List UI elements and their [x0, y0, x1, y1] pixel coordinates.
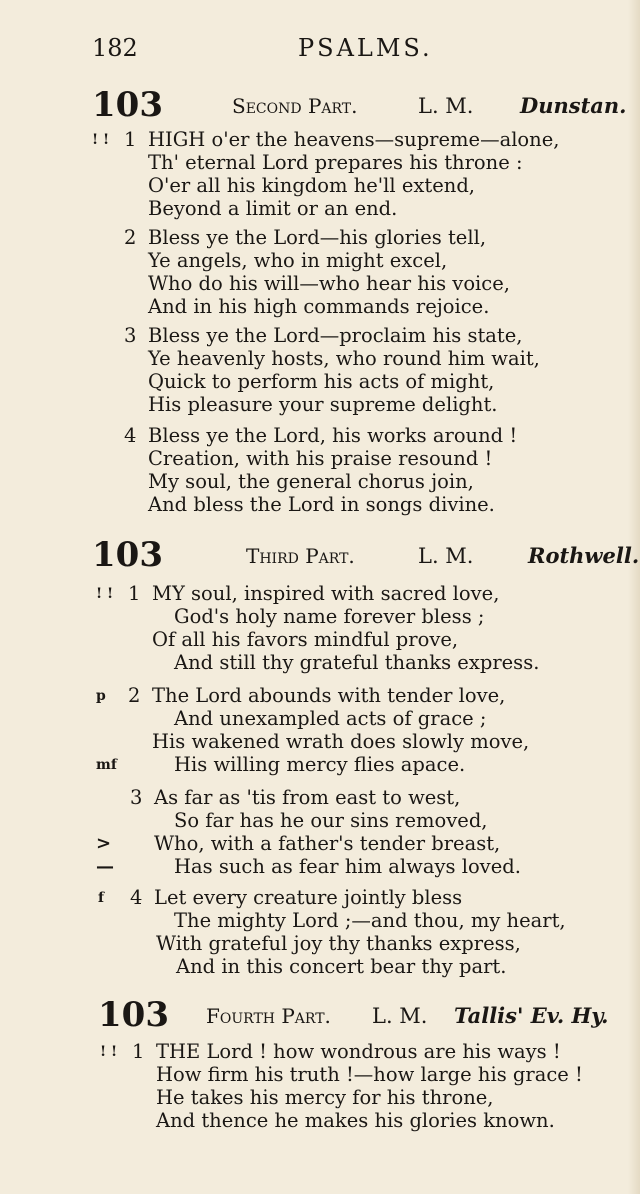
dynamic-mark: ! ! — [96, 586, 114, 602]
dynamic-mark: ! ! — [100, 1044, 118, 1060]
verse-number: 1 — [128, 582, 141, 605]
verse-line: God's holy name forever bless ; — [174, 605, 485, 628]
section-heading — [0, 994, 640, 1036]
verse-line: And in his high commands rejoice. — [148, 295, 490, 318]
verse-line: Who, with a father's tender breast, — [154, 832, 501, 855]
verse-line: How firm his truth !—how large his grace ! — [156, 1063, 583, 1086]
verse-line: My soul, the general chorus join, — [148, 470, 474, 493]
verse-number: 2 — [128, 684, 141, 707]
verse-line: He takes his mercy for his throne, — [156, 1086, 494, 1109]
verse-line: Ye angels, who in might excel, — [148, 249, 448, 272]
verse-line: Ye heavenly hosts, who round him wait, — [148, 347, 540, 370]
part-label: Second Part. — [232, 94, 358, 118]
psalm-number: 103 — [92, 85, 163, 125]
verse-number: 1 — [132, 1040, 145, 1063]
verse-number: 3 — [130, 786, 143, 809]
meter-label: L. M. — [372, 1004, 428, 1028]
section-heading — [0, 84, 640, 126]
tune-name: Rothwell. — [528, 543, 640, 568]
verse-line: Who do his will—who hear his voice, — [148, 272, 510, 295]
page-number: 182 — [92, 34, 138, 62]
verse-number: 3 — [124, 324, 137, 347]
verse-line: Beyond a limit or an end. — [148, 197, 398, 220]
verse-line: Creation, with his praise resound ! — [148, 447, 493, 470]
part-label: Third Part. — [246, 544, 355, 568]
verse-line: His wakened wrath does slowly move, — [152, 730, 530, 753]
verse-line: Th' eternal Lord prepares his throne : — [148, 151, 523, 174]
psalm-number: 103 — [92, 535, 163, 575]
running-title: PSALMS. — [298, 34, 433, 62]
verse-line: Bless ye the Lord, his works around ! — [148, 424, 518, 447]
verse-line: And bless the Lord in songs divine. — [148, 493, 495, 516]
page-header — [0, 34, 640, 68]
verse-line: The mighty Lord ;—and thou, my heart, — [174, 909, 566, 932]
verse-line: HIGH o'er the heavens—supreme—alone, — [148, 128, 560, 151]
verse-line: Bless ye the Lord—his glories tell, — [148, 226, 487, 249]
dynamic-mark: mf — [96, 757, 117, 773]
verse-line: His willing mercy flies apace. — [174, 753, 466, 776]
verse-line: And thence he makes his glories known. — [156, 1109, 555, 1132]
part-label: Fourth Part. — [206, 1004, 331, 1028]
verse-line: The Lord abounds with tender love, — [152, 684, 506, 707]
verse-line: With grateful joy thy thanks express, — [156, 932, 521, 955]
verse-line: His pleasure your supreme delight. — [148, 393, 498, 416]
verse-number: 1 — [124, 128, 137, 151]
rest-mark: — — [96, 856, 114, 877]
accent-mark: > — [96, 833, 112, 854]
dynamic-mark: f — [98, 890, 105, 906]
verse-number: 4 — [130, 886, 143, 909]
section-heading — [0, 534, 640, 576]
verse-line: Of all his favors mindful prove, — [152, 628, 459, 651]
verse-line: So far has he our sins removed, — [174, 809, 488, 832]
verse-number: 2 — [124, 226, 137, 249]
verse-line: MY soul, inspired with sacred love, — [152, 582, 500, 605]
verse-number: 4 — [124, 424, 137, 447]
dynamic-mark: ! ! — [92, 132, 110, 148]
tune-name: Tallis' Ev. Hy. — [454, 1003, 609, 1028]
verse-line: And still thy grateful thanks express. — [174, 651, 540, 674]
verse-line: O'er all his kingdom he'll extend, — [148, 174, 475, 197]
verse-line: THE Lord ! how wondrous are his ways ! — [156, 1040, 561, 1063]
tune-name: Dunstan. — [520, 93, 627, 118]
verse-line: As far as 'tis from east to west, — [154, 786, 461, 809]
verse-line: Bless ye the Lord—proclaim his state, — [148, 324, 523, 347]
verse-line: Quick to perform his acts of might, — [148, 370, 495, 393]
verse-line: And in this concert bear thy part. — [176, 955, 507, 978]
verse-line: Let every creature jointly bless — [154, 886, 463, 909]
dynamic-mark: p — [96, 688, 106, 704]
meter-label: L. M. — [418, 94, 474, 118]
verse-line: Has such as fear him always loved. — [174, 855, 521, 878]
psalm-number: 103 — [98, 995, 169, 1035]
verse-line: And unexampled acts of grace ; — [174, 707, 487, 730]
meter-label: L. M. — [418, 544, 474, 568]
